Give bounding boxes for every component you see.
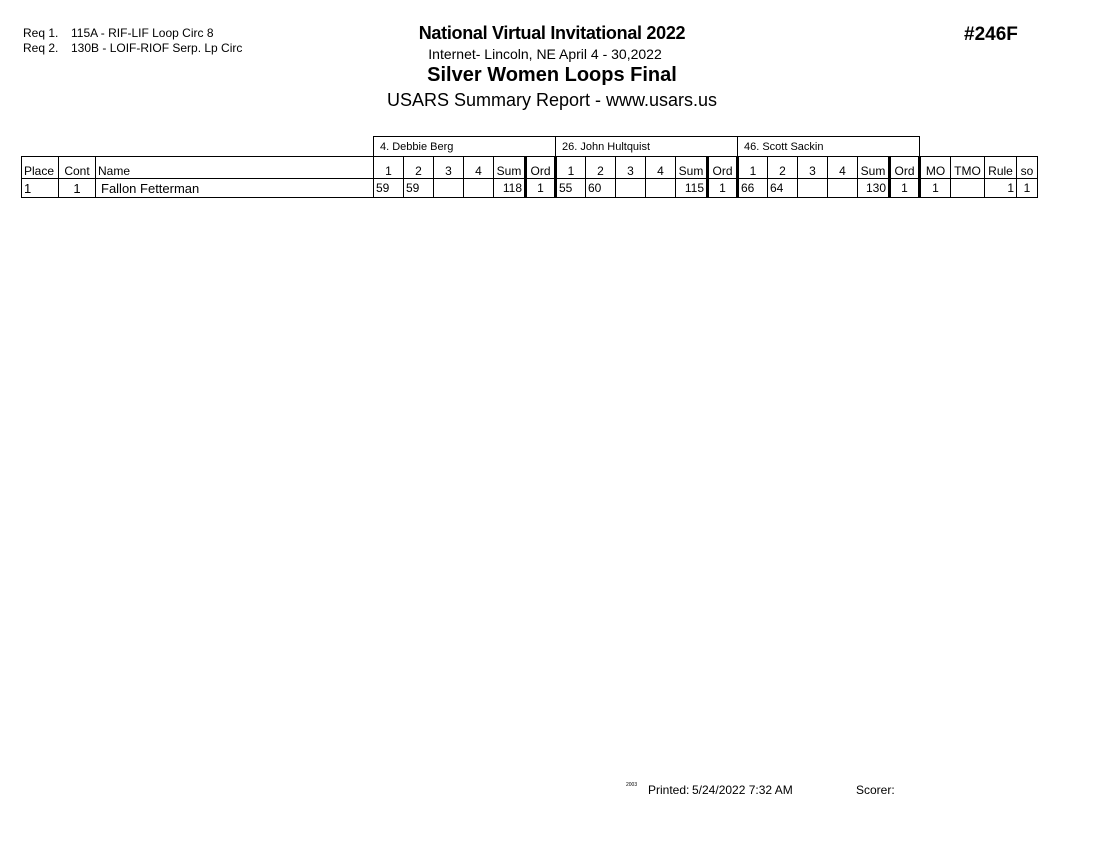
requirement-1-label: Req 1. [23, 26, 59, 40]
j2-score-4 [646, 179, 676, 198]
col-j3-sum: Sum [858, 157, 890, 179]
col-j3-2: 2 [768, 157, 798, 179]
j2-score-3 [616, 179, 646, 198]
printed-timestamp: 5/24/2022 7:32 AM [692, 783, 793, 797]
col-place: Place [22, 157, 59, 179]
results-table [21, 136, 1038, 198]
judge-1-label: 4. Debbie Berg [374, 137, 556, 157]
event-location: Internet- Lincoln, NE April 4 - 30,2022 [428, 46, 662, 62]
col-mo: MO [920, 157, 951, 179]
place-cell: 1 [22, 179, 59, 198]
requirement-1 [23, 26, 214, 41]
judge-header-row [22, 137, 1038, 157]
printed-label: Printed: [648, 783, 690, 797]
col-so: so [1017, 157, 1038, 179]
col-j1-2: 2 [404, 157, 434, 179]
final-title: Silver Women Loops Final [427, 64, 677, 86]
col-j3-4: 4 [828, 157, 858, 179]
col-j2-2: 2 [586, 157, 616, 179]
requirement-2-text: 130B - LOIF-RIOF Serp. Lp Circ [71, 41, 243, 55]
col-j3-3: 3 [798, 157, 828, 179]
col-j2-1: 1 [556, 157, 586, 179]
j3-sum: 130 [858, 179, 890, 198]
col-rule: Rule [985, 157, 1017, 179]
j3-score-3 [798, 179, 828, 198]
cont-cell: 1 [59, 179, 96, 198]
col-j2-3: 3 [616, 157, 646, 179]
j2-sum: 115 [676, 179, 708, 198]
event-title: National Virtual Invitational 2022 [418, 23, 686, 43]
judge-2-label: 26. John Hultquist [556, 137, 738, 157]
tmo-cell [951, 179, 985, 198]
j1-score-2: 59 [404, 179, 434, 198]
j3-score-4 [828, 179, 858, 198]
judge-3-label: 46. Scott Sackin [738, 137, 920, 157]
col-j3-ord: Ord [890, 157, 920, 179]
j2-score-1: 55 [556, 179, 586, 198]
report-title: USARS Summary Report - www.usars.us [386, 90, 718, 110]
col-tmo: TMO [951, 157, 985, 179]
j1-sum: 118 [494, 179, 526, 198]
scorer-label: Scorer: [856, 783, 895, 797]
col-j1-1: 1 [374, 157, 404, 179]
table-row [22, 179, 1038, 198]
footer-code: 2003 [626, 782, 638, 788]
j3-ord: 1 [890, 179, 920, 198]
col-cont: Cont [59, 157, 96, 179]
j1-score-1: 59 [374, 179, 404, 198]
so-cell: 1 [1017, 179, 1038, 198]
column-header-row [22, 157, 1038, 179]
col-j3-1: 1 [738, 157, 768, 179]
j2-score-2: 60 [586, 179, 616, 198]
j1-score-3 [434, 179, 464, 198]
col-j1-3: 3 [434, 157, 464, 179]
skater-name: Fallon Fetterman [96, 179, 374, 198]
mo-cell: 1 [920, 179, 951, 198]
col-name: Name [96, 157, 374, 179]
j1-score-4 [464, 179, 494, 198]
rule-cell: 1 [985, 179, 1017, 198]
j3-score-1: 66 [738, 179, 768, 198]
event-number: #246F [964, 24, 1018, 45]
col-j1-4: 4 [464, 157, 494, 179]
j3-score-2: 64 [768, 179, 798, 198]
j1-ord: 1 [526, 179, 556, 198]
j2-ord: 1 [708, 179, 738, 198]
col-j1-sum: Sum [494, 157, 526, 179]
col-j2-4: 4 [646, 157, 676, 179]
requirement-2 [23, 41, 242, 56]
requirement-1-text: 115A - RIF-LIF Loop Circ 8 [71, 26, 214, 40]
requirement-2-label: Req 2. [23, 41, 59, 55]
col-j2-ord: Ord [708, 157, 738, 179]
col-j2-sum: Sum [676, 157, 708, 179]
col-j1-ord: Ord [526, 157, 556, 179]
